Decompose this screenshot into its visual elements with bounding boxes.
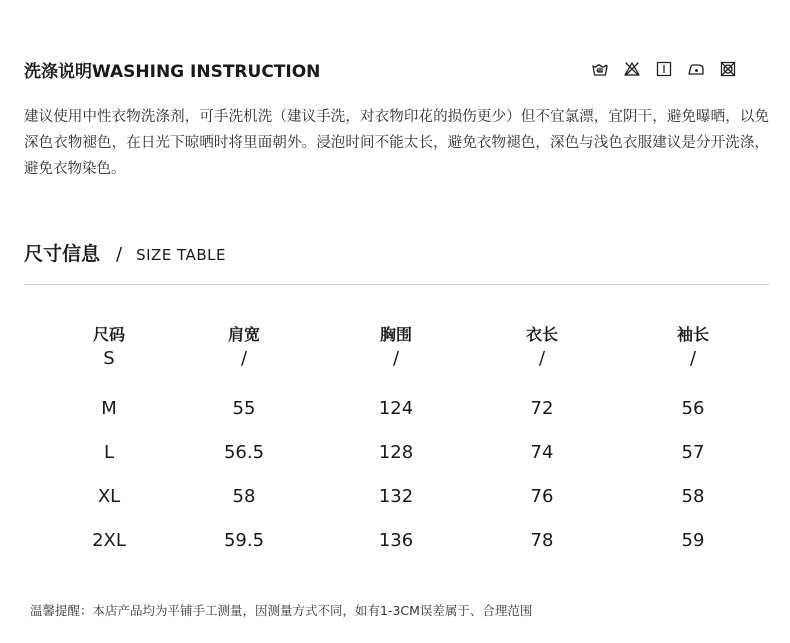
table-cell: / — [240, 348, 248, 369]
table-cell: 58 — [232, 486, 256, 507]
table-row — [30, 486, 770, 530]
table-cell: 59 — [681, 530, 705, 551]
care-icons — [591, 60, 737, 78]
size-heading-cn: 尺寸信息 — [24, 243, 101, 265]
table-cell: 2XL — [92, 530, 126, 551]
table-cell: 59.5 — [223, 530, 265, 551]
table-cell: 58 — [681, 486, 705, 507]
table-cell: 124 — [378, 398, 414, 419]
table-cell: L — [103, 442, 115, 463]
divider — [24, 284, 769, 285]
size-heading-en: SIZE TABLE — [136, 246, 226, 264]
washing-instruction-text: 建议使用中性衣物洗涤剂，可手洗机洗（建议手洗，对衣物印花的损伤更少）但不宜氯漂，宜阴干，避免曝晒，以免深色衣物褪色，在日光下晾晒时将里面朝外。浸泡时间不能太长，避免衣物褪色，深色与浅色衣服建议是分开洗涤，避免衣物染色。 — [24, 109, 769, 177]
hand-wash-icon — [591, 60, 609, 78]
table-row — [30, 530, 770, 574]
washing-instruction-title: 洗涤说明WASHING INSTRUCTION — [24, 62, 321, 82]
size-table — [30, 318, 770, 574]
footer-note: 温馨提醒：本店产品均为平铺手工测量，因测量方式不同，如有1-3CM误差属于、合理范围 — [30, 603, 533, 618]
no-bleach-icon — [623, 60, 641, 78]
table-header-row — [30, 318, 770, 348]
header-shoulder: 肩宽 — [227, 325, 261, 344]
table-cell: M — [101, 398, 117, 419]
table-cell: 56 — [681, 398, 705, 419]
table-cell: 76 — [530, 486, 554, 507]
table-cell: 74 — [530, 442, 554, 463]
table-row — [30, 442, 770, 486]
table-cell: 132 — [378, 486, 414, 507]
size-heading-separator: / — [116, 244, 123, 265]
table-cell: XL — [97, 486, 121, 507]
table-cell: S — [103, 348, 115, 369]
low-iron-icon — [687, 60, 705, 78]
table-cell: 55 — [232, 398, 256, 419]
no-tumble-dry-icon — [719, 60, 737, 78]
header-chest: 胸围 — [379, 325, 413, 344]
table-cell: / — [689, 348, 697, 369]
table-row — [30, 398, 770, 442]
table-cell: / — [392, 348, 400, 369]
table-cell: 57 — [681, 442, 705, 463]
header-size: 尺码 — [92, 325, 126, 344]
table-cell: 136 — [378, 530, 414, 551]
table-cell: 72 — [530, 398, 554, 419]
table-cell: 56.5 — [223, 442, 265, 463]
header-length: 衣长 — [525, 325, 559, 344]
header-sleeve: 袖长 — [676, 325, 710, 344]
table-row — [30, 348, 770, 398]
table-cell: / — [538, 348, 546, 369]
line-dry-icon — [655, 60, 673, 78]
table-cell: 78 — [530, 530, 554, 551]
size-table-heading — [24, 239, 226, 266]
table-cell: 128 — [378, 442, 414, 463]
